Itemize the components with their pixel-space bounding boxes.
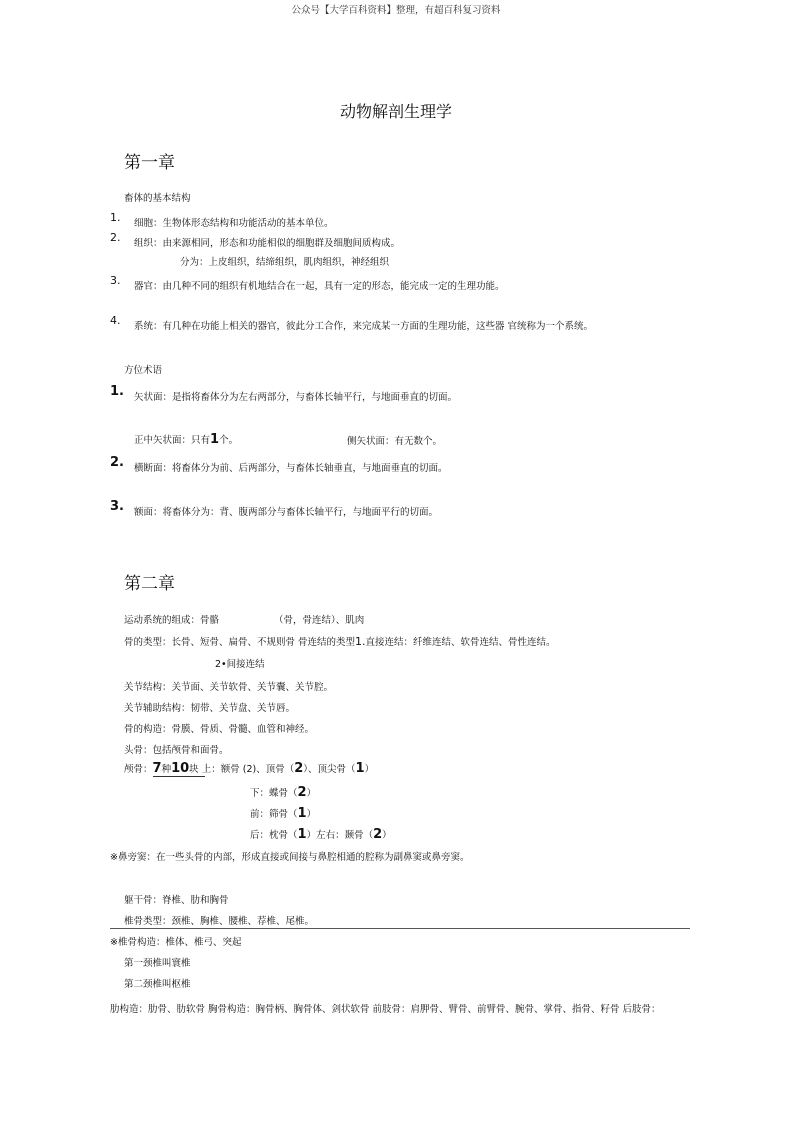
skull-back-text-2: ）左右：颞骨（ bbox=[306, 830, 374, 841]
skull-front-text: 前：筛骨（ bbox=[250, 809, 298, 820]
term-frontal: 额面：将畜体分为：背、腹两部分与畜体长轴平行，与地面平行的切面。 bbox=[134, 507, 439, 518]
skull-pieces-unit: 块 bbox=[189, 764, 199, 775]
skull-label: 颅骨： bbox=[124, 764, 153, 775]
skull-lower-count: 2 bbox=[297, 785, 307, 800]
indirect-connection: 2•间接连结 bbox=[215, 659, 265, 670]
item-system: 系统：有几种在功能上相关的器官，彼此分工合作，来完成某一方面的生理功能，这些器 官统称为一个系统。 bbox=[134, 321, 594, 332]
rib-limb-bones: 肋构造：肋骨、肋软骨 胸骨构造：胸骨柄、胸骨体、剑状软骨 前肢骨：肩胛骨、臂骨、前臂骨、腕骨、掌骨、指骨、籽骨 后肢骨： bbox=[110, 1004, 661, 1015]
trunk-bones: 躯干骨：脊椎、肋和胸骨 bbox=[124, 895, 229, 906]
item-number: 1. bbox=[110, 211, 121, 224]
item-tissue: 组织：由来源相同，形态和功能相似的细胞群及细胞间质构成。 bbox=[134, 238, 401, 249]
skull-lower-text: 下：蝶骨（ bbox=[250, 788, 298, 799]
skull-front bbox=[250, 806, 316, 821]
skull-back-text: 后：枕骨（ bbox=[250, 830, 298, 841]
head-bones: 头骨：包括颅骨和面骨。 bbox=[124, 745, 229, 756]
mid-sagittal-text: 正中矢状面：只有 bbox=[134, 435, 211, 446]
atlas-note: 第一颈椎叫寰椎 bbox=[124, 958, 191, 969]
skull-upper-count-2: 1 bbox=[355, 761, 365, 776]
term-number: 3. bbox=[110, 499, 124, 514]
motion-system-detail: （骨，骨连结）、肌肉 bbox=[274, 615, 365, 626]
divider-line bbox=[110, 928, 690, 929]
item-tissue-types: 分为：上皮组织，结缔组织，肌肉组织，神经组织 bbox=[180, 257, 390, 268]
page-header: 公众号【大学百科资料】整理，有超百科复习资料 bbox=[291, 5, 501, 16]
document-title: 动物解剖生理学 bbox=[339, 102, 452, 121]
skull-underline bbox=[153, 776, 205, 777]
skull-upper-count-1: 2 bbox=[294, 761, 304, 776]
skull-front-close: ） bbox=[306, 809, 317, 820]
joint-auxiliary: 关节辅助结构：韧带、关节盘、关节唇。 bbox=[124, 703, 296, 714]
item-organ: 器官：由几种不同的组织有机地结合在一起，具有一定的形态，能完成一定的生理功能。 bbox=[134, 281, 505, 292]
bone-types bbox=[124, 634, 556, 648]
skull-upper-close: ） bbox=[364, 764, 375, 775]
item-number: 3. bbox=[110, 274, 121, 287]
skull-back-count-1: 1 bbox=[297, 827, 307, 842]
bone-structure: 骨的构造：骨膜、骨质、骨髓、血管和神经。 bbox=[124, 724, 315, 735]
joint-structure: 关节结构：关节面、关节软骨、关节囊、关节腔。 bbox=[124, 682, 334, 693]
section-orientation-terms: 方位术语 bbox=[124, 365, 163, 376]
skull-lower-close: ） bbox=[306, 788, 317, 799]
item-cell: 细胞：生物体形态结构和功能活动的基本单位。 bbox=[134, 218, 334, 229]
direct-connection: 直接连结：纤维连结、软骨连结、骨性连结。 bbox=[365, 637, 556, 648]
term-sagittal: 矢状面：是指将畜体分为左右两部分，与畜体长轴平行，与地面垂直的切面。 bbox=[134, 392, 458, 403]
skull-kinds-unit: 种 bbox=[161, 764, 172, 775]
skull-upper-text: 上：额骨 (2)、顶骨（ bbox=[201, 764, 295, 775]
skull-back bbox=[250, 827, 392, 842]
bone-types-text: 骨的类型：长骨、短骨、扁骨、不规则骨 骨连结的类型 bbox=[124, 637, 356, 648]
vertebra-structure: ※椎骨构造：椎体、椎弓、突起 bbox=[110, 937, 242, 948]
skull-kinds-count: 7 bbox=[152, 761, 162, 776]
skull-back-count-2: 2 bbox=[373, 827, 383, 842]
term-number: 1. bbox=[110, 384, 124, 399]
skull-back-close: ） bbox=[382, 830, 392, 841]
item-number: 2. bbox=[110, 231, 121, 244]
direct-number: 1. bbox=[355, 635, 366, 648]
axis-note: 第二颈椎叫枢椎 bbox=[124, 979, 191, 990]
skull-pieces-count: 10 bbox=[171, 761, 190, 776]
skull-line bbox=[124, 761, 374, 776]
mid-sagittal-count: 1 bbox=[210, 432, 220, 447]
skull-upper-text-2: ）、顶尖骨（ bbox=[303, 764, 356, 775]
term-number: 2. bbox=[110, 455, 124, 470]
item-number: 4. bbox=[110, 314, 121, 327]
mid-sagittal-label bbox=[134, 432, 238, 447]
skull-front-count: 1 bbox=[297, 806, 307, 821]
term-transverse: 横断面：将畜体分为前、后两部分，与畜体长轴垂直，与地面垂直的切面。 bbox=[134, 463, 448, 474]
sinus-note: ※鼻旁窦：在一些头骨的内部，形成直接或间接与鼻腔相通的腔称为副鼻窦或鼻旁窦。 bbox=[110, 852, 470, 863]
mid-sagittal-unit: 个。 bbox=[219, 435, 239, 446]
skull-lower bbox=[250, 785, 316, 800]
chapter-2-heading: 第二章 bbox=[124, 574, 175, 594]
chapter-1-heading: 第一章 bbox=[124, 153, 175, 173]
vertebra-types: 椎骨类型：颈椎、胸椎、腰椎、荐椎、尾椎。 bbox=[124, 916, 315, 927]
motion-system-label: 运动系统的组成：骨骼 bbox=[124, 615, 220, 626]
side-sagittal-label: 侧矢状面：有无数个。 bbox=[347, 436, 443, 447]
section-body-structure: 畜体的基本结构 bbox=[124, 193, 191, 204]
